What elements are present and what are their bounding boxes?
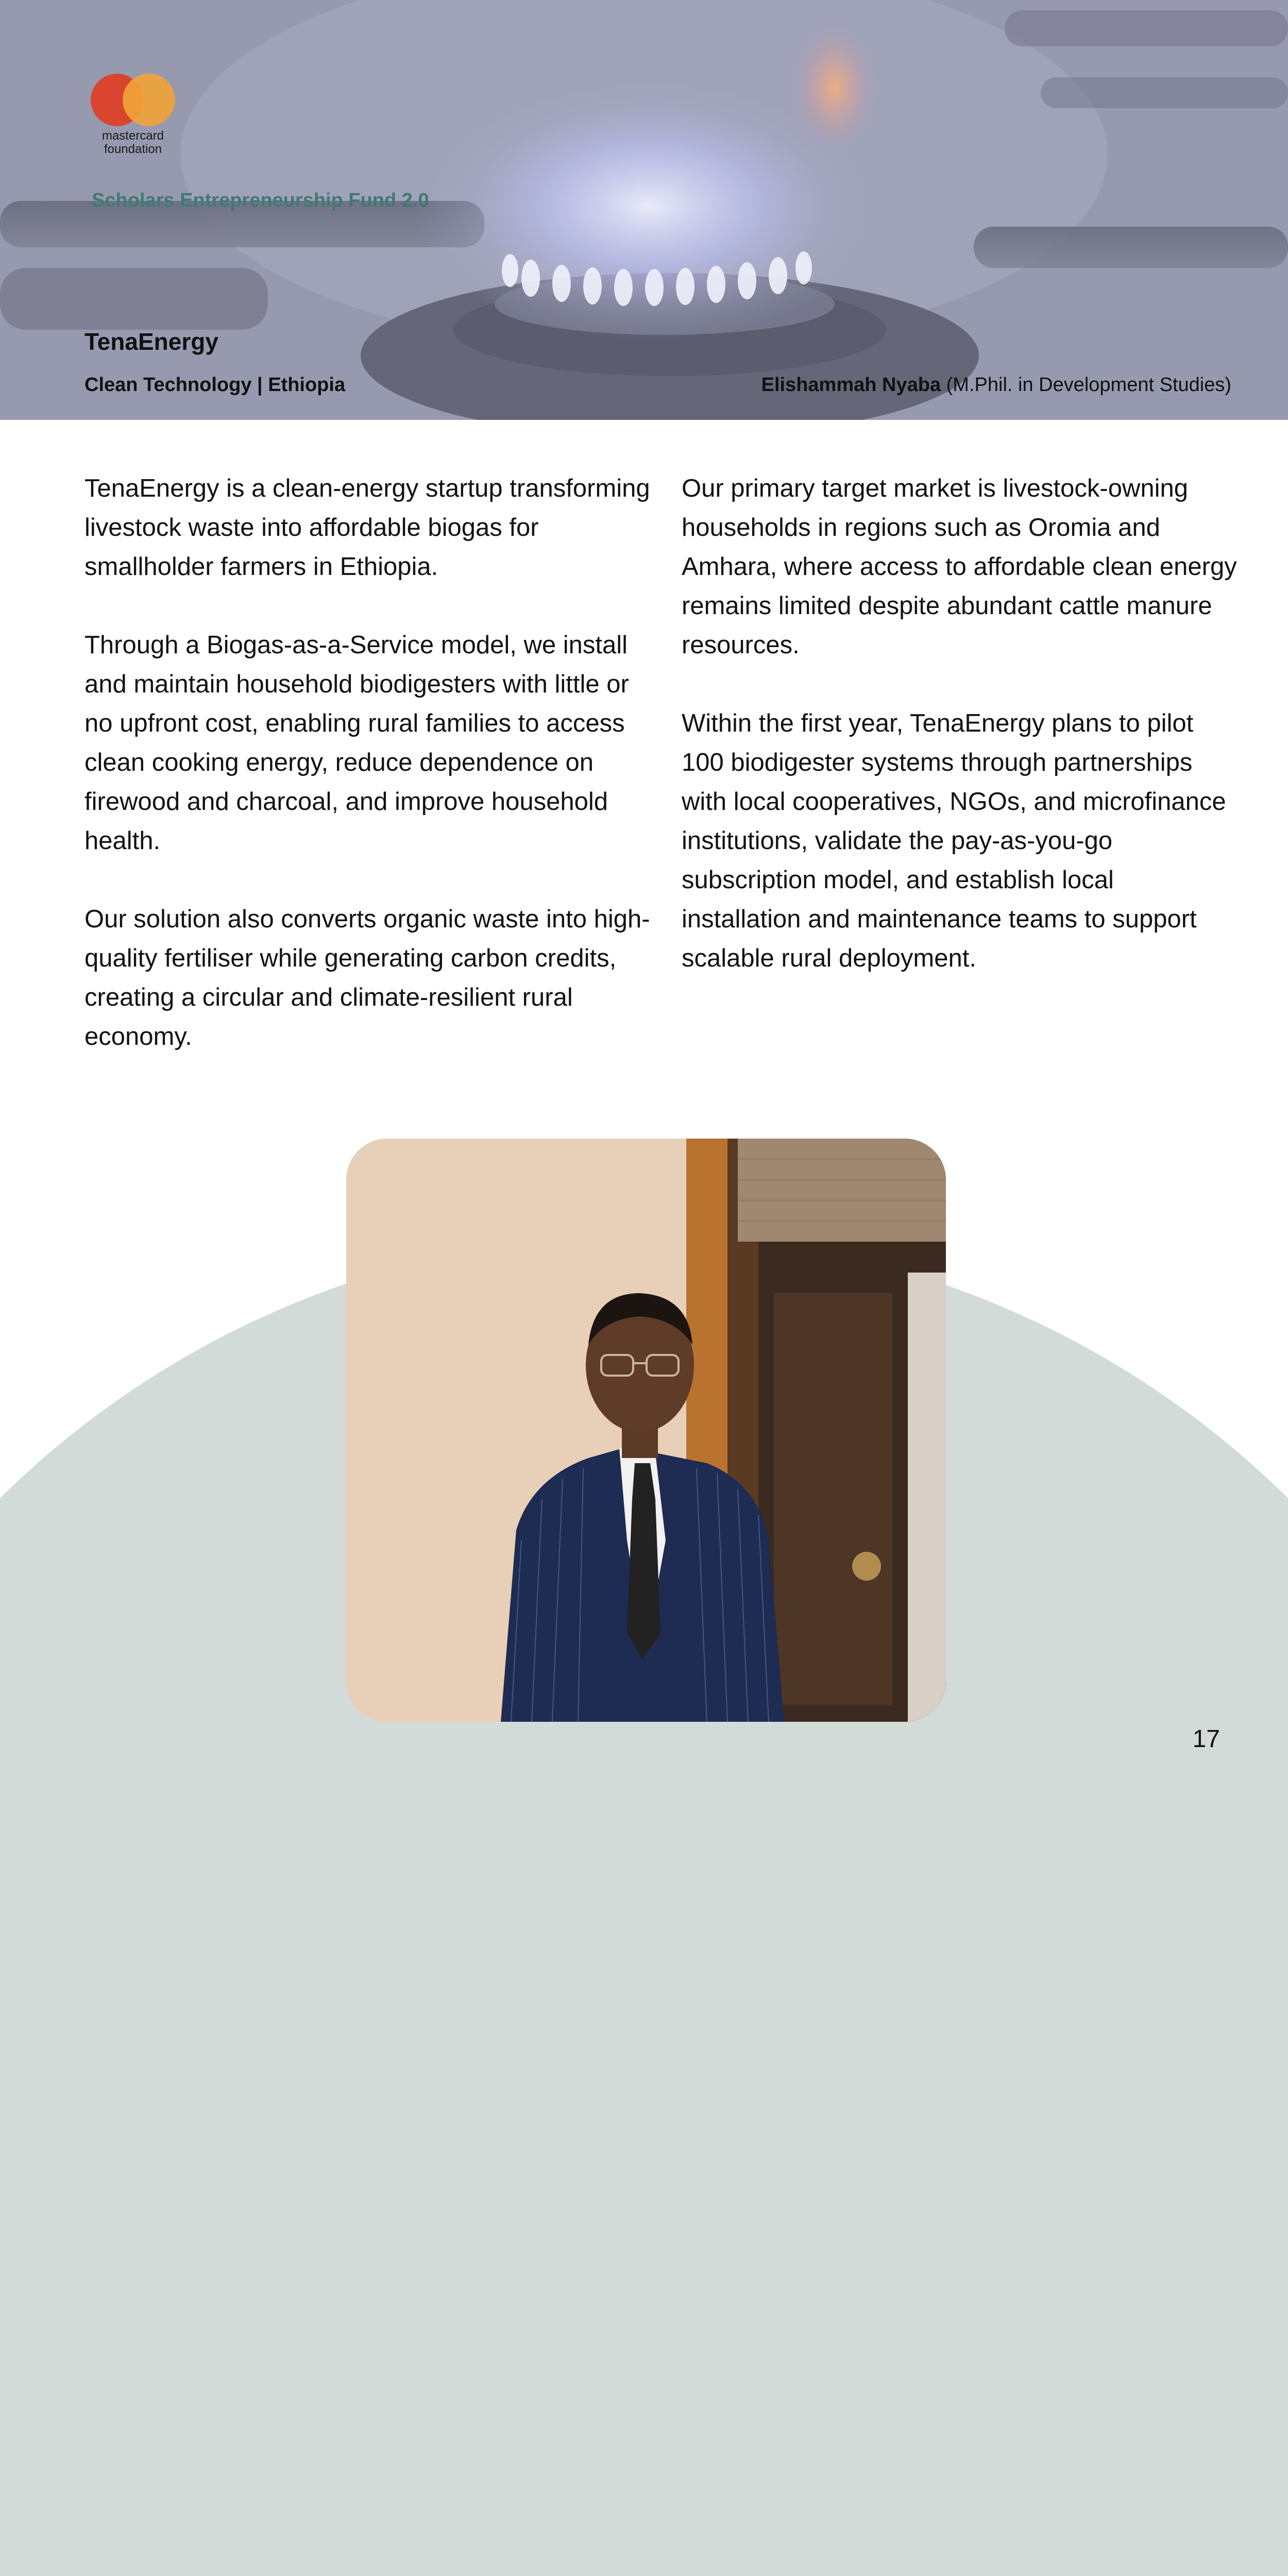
left-column xyxy=(84,469,656,1095)
founder-name: Elishammah Nyaba xyxy=(761,374,941,396)
portrait-photo xyxy=(346,1139,946,1722)
header-banner xyxy=(0,0,1288,420)
founder-degree: (M.Phil. in Development Studies) xyxy=(946,374,1231,396)
logo-text-line1: mastercard xyxy=(101,129,164,143)
paragraph: Our solution also converts organic waste into high-quality fertiliser while generating carbon credits, creating a circular and climate-resilient rural economy. xyxy=(84,905,650,1050)
paragraph: Our primary target market is livestock-owning households in regions such as Oromia and Amhara, where access to affordable clean energy remains limited despite abundant cattle manure resources. xyxy=(682,474,1237,659)
paragraph: Through a Biogas-as-a-Service model, we install and maintain household biodigesters with little or no upfront cost, enabling rural families to access clean cooking energy, reduce dependence on firewood and charcoal, and improve household health. xyxy=(84,631,629,855)
mastercard-circles-icon xyxy=(91,74,175,127)
venture-sector-country: Clean Technology | Ethiopia xyxy=(84,374,346,396)
founder-portrait xyxy=(346,1139,946,1722)
mastercard-foundation-logo xyxy=(91,74,178,156)
logo-wordmark xyxy=(91,129,175,156)
right-column xyxy=(682,469,1238,1017)
page-number: 17 xyxy=(1192,1725,1220,1753)
paragraph: TenaEnergy is a clean-energy startup transforming livestock waste into affordable biogas for smallholder farmers in Ethiopia. xyxy=(84,474,650,581)
venture-name: TenaEnergy xyxy=(84,328,218,355)
founder-credit xyxy=(761,374,1231,396)
paragraph: Within the first year, TenaEnergy plans to pilot 100 biodigester systems through partnerships with local cooperatives, NGOs, and microfinance institutions, validate the pay-as-you-go subscription model, and establish local installation and maintenance teams to support scalable rural deployment. xyxy=(682,709,1226,972)
logo-text-line2: foundation xyxy=(104,142,162,156)
fund-title: Scholars Entrepreneurship Fund 2.0 xyxy=(92,190,429,211)
